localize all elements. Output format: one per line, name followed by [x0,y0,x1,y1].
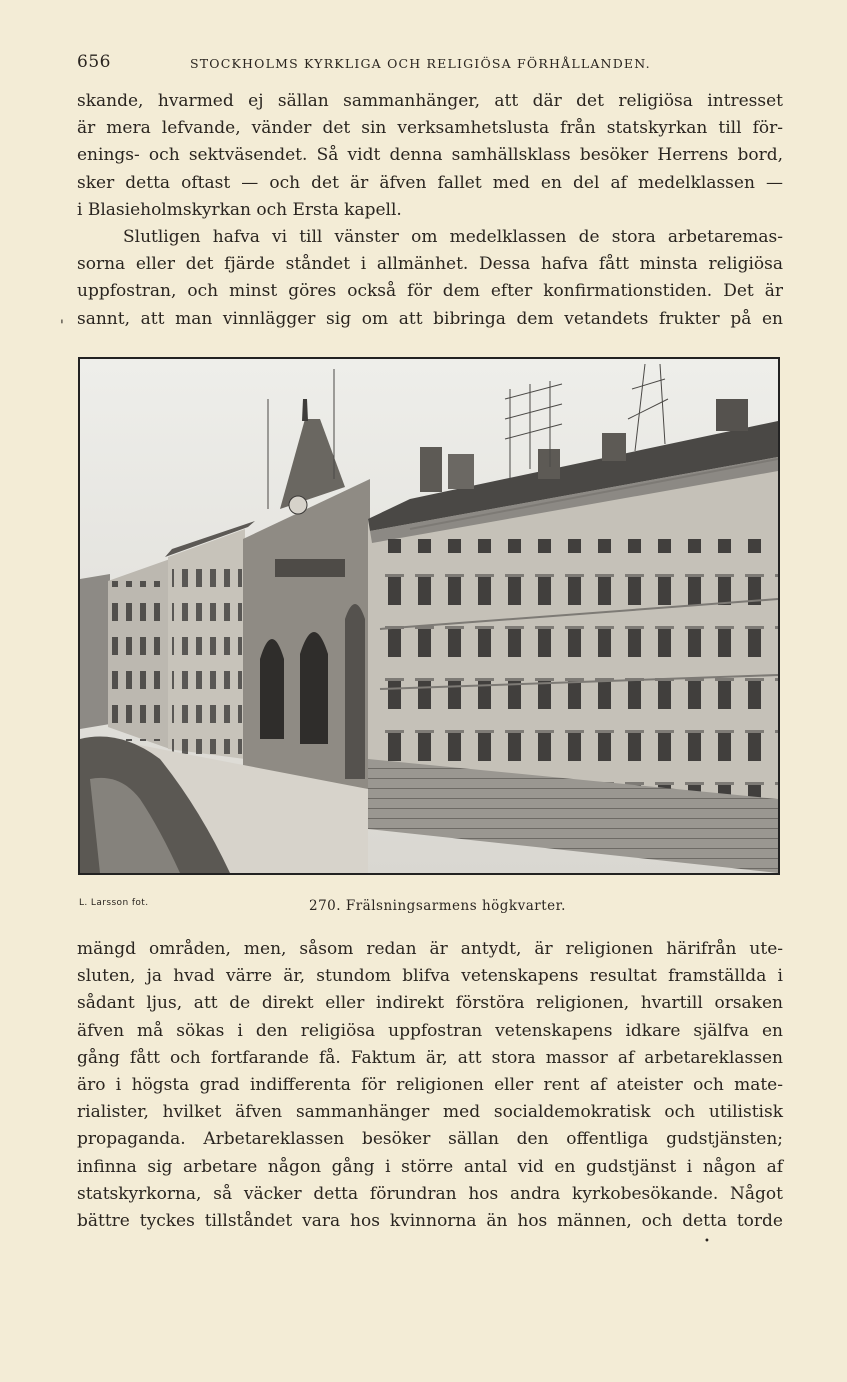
text-line: Slutligen hafva vi till vänster om medelklassen de stora arbetaremas- [123,226,783,247]
text-line: i Blasieholmskyrkan och Ersta kapell. [77,199,402,220]
text-line: gång fått och fortfarande få. Faktum är, att stora massor af arbetareklassen [77,1047,783,1068]
text-line: sorna eller det fjärde ståndet i allmänhet. Dessa hafva fått minsta religiösa [77,254,783,275]
text-line: sker detta oftast — och det är äfven fallet med en del af medelklassen — [77,172,783,193]
text-line: sannt, att man vinnlägger sig om att bibringa dem vetandets frukter på en [77,308,783,329]
text-line: är mera lefvande, vänder det sin verksamhetslusta från statskyrkan till för- [77,118,783,139]
page-number: 656 [77,52,111,72]
text-line: äro i högsta grad indifferenta för religionen eller rent af ateister och mate- [77,1074,783,1095]
text-line: rialister, hvilket äfven sammanhänger med socialdemokratisk och utilistisk [77,1102,783,1123]
bottom-paragraphs [77,936,783,1235]
margin-tick: ' [60,318,64,334]
text-line: mängd områden, men, såsom redan är antydt, är religionen härifrån ute- [77,939,783,959]
building-photograph [78,357,780,875]
text-line: bättre tyckes tillståndet vara hos kvinnorna än hos männen, och detta torde [77,1210,783,1231]
text-line: propaganda. Arbetareklassen besöker sällan den offentliga gudstjänsten; [77,1129,783,1150]
text-line: statskyrkorna, så väcker detta förundran hos andra kyrkobesökande. Något [77,1183,783,1204]
text-line: sluten, ja hvad värre är, stundom blifva vetenskapens resultat framställda i [77,966,783,987]
text-line: uppfostran, och minst göres också för dem efter konfirmationstiden. Det är [77,281,783,302]
photo-illustration [80,359,778,873]
photo-credit: L. Larsson fot. [79,898,149,908]
ink-speck: • [704,1236,710,1247]
text-line: skande, hvarmed ej sällan sammanhänger, att där det religiösa intresset [77,91,783,111]
text-line: infinna sig arbetare någon gång i större antal vid en gudstjänst i någon af [77,1156,783,1177]
text-line: enings- och sektväsendet. Så vidt denna samhällsklass besöker Herrens bord, [77,145,783,166]
text-line: äfven må sökas i den religiösa uppfostran vetenskapens idkare själfva en [77,1020,783,1041]
top-paragraphs [77,88,783,333]
text-line: sådant ljus, att de direkt eller indirekt förstöra religionen, hvartill orsaken [77,993,783,1014]
figure-caption: 270. Frälsningsarmens högkvarter. [309,898,566,914]
running-head: STOCKHOLMS KYRKLIGA OCH RELIGIÖSA FÖRHÅLLANDEN. [190,56,651,71]
